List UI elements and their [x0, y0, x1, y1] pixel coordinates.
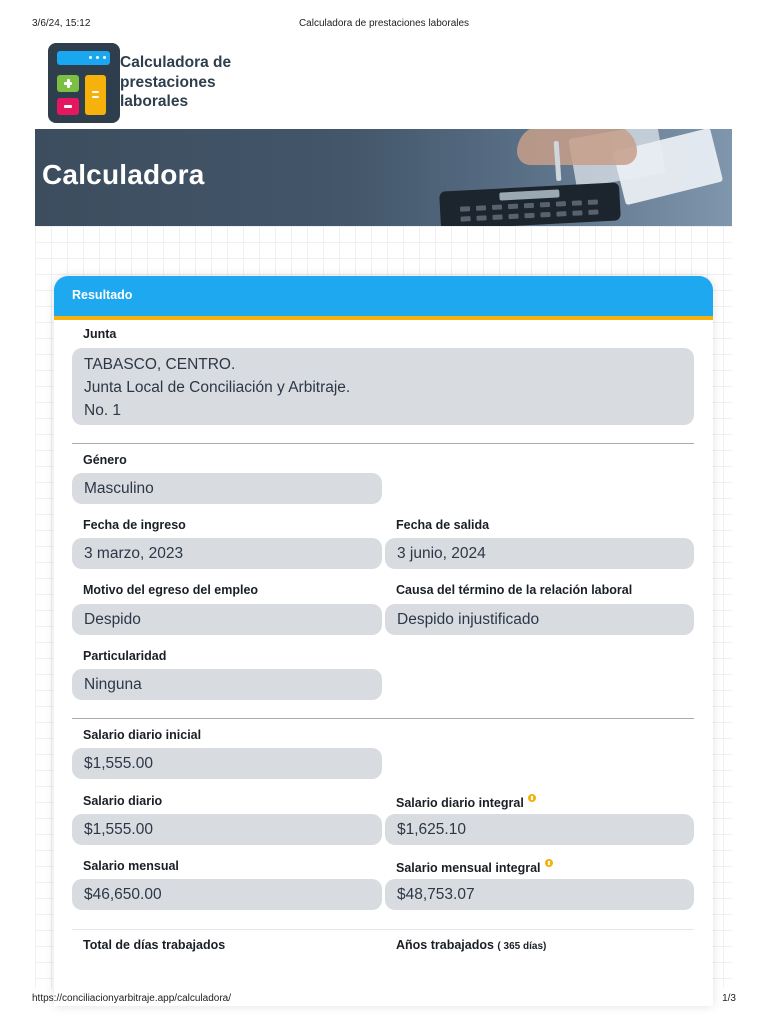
motivo-label: Motivo del egreso del empleo	[83, 583, 259, 597]
causa-label: Causa del término de la relación laboral	[396, 583, 633, 597]
salario-diario-integral-label: Salario diario integral	[396, 796, 524, 810]
site-logo-text[interactable]	[120, 53, 270, 112]
salario-mensual-label: Salario mensual	[83, 859, 179, 873]
logo-line-2: prestaciones	[120, 73, 216, 91]
plus-key-icon	[57, 75, 79, 92]
result-card-header: Resultado	[54, 276, 713, 320]
print-page-number: 1/3	[722, 993, 736, 1004]
info-icon[interactable]	[545, 859, 553, 867]
fecha-salida-label: Fecha de salida	[396, 518, 490, 532]
print-url: https://conciliacionyarbitraje.app/calculadora/	[32, 993, 231, 1004]
junta-line-1: TABASCO, CENTRO.	[84, 356, 236, 373]
print-footer	[32, 993, 736, 1007]
salario-mensual-field: $46,650.00	[72, 879, 382, 910]
salario-mensual-integral-label-wrap	[396, 859, 553, 875]
causa-field: Despido injustificado	[385, 604, 694, 635]
salario-diario-integral-field: $1,625.10	[385, 814, 694, 845]
logo-line-3: laborales	[120, 93, 189, 110]
junta-field	[72, 348, 694, 425]
hero-calculator-image	[439, 182, 621, 226]
genero-field: Masculino	[72, 473, 382, 504]
salario-mensual-integral-field: $48,753.07	[385, 879, 694, 910]
junta-line-2: Junta Local de Conciliación y Arbitraje.	[84, 379, 351, 396]
anos-trabajados-label-wrap	[396, 938, 546, 952]
logo-screen	[57, 51, 110, 65]
minus-key-icon	[57, 98, 79, 115]
particularidad-field: Ninguna	[72, 669, 382, 700]
junta-line-3: No. 1	[84, 402, 122, 419]
fecha-ingreso-field: 3 marzo, 2023	[72, 538, 382, 569]
salario-diario-field: $1,555.00	[72, 814, 382, 845]
info-icon[interactable]	[528, 794, 536, 802]
total-dias-label: Total de días trabajados	[83, 938, 226, 952]
salario-diario-inicial-field: $1,555.00	[72, 748, 382, 779]
print-header	[32, 18, 736, 32]
anos-trabajados-label: Años trabajados	[396, 938, 494, 952]
particularidad-label: Particularidad	[83, 649, 167, 663]
genero-label: Género	[83, 453, 127, 467]
anos-trabajados-note: ( 365 días)	[497, 941, 547, 952]
fecha-ingreso-label: Fecha de ingreso	[83, 518, 186, 532]
salario-diario-integral-label-wrap	[396, 794, 536, 810]
logo-line-1: Calculadora de	[120, 54, 232, 71]
page-title: Calculadora	[42, 159, 205, 190]
salario-mensual-integral-label: Salario mensual integral	[396, 861, 541, 875]
equals-key-icon	[85, 75, 106, 115]
salario-diario-label: Salario diario	[83, 794, 163, 808]
hero-banner	[35, 129, 732, 226]
motivo-field: Despido	[72, 604, 382, 635]
salario-diario-inicial-label: Salario diario inicial	[83, 728, 202, 742]
fecha-salida-field: 3 junio, 2024	[385, 538, 694, 569]
section-divider	[72, 718, 694, 719]
result-card	[54, 276, 713, 1006]
print-datetime: 3/6/24, 15:12	[32, 18, 91, 29]
print-doc-title: Calculadora de prestaciones laborales	[298, 18, 470, 29]
section-divider	[72, 443, 694, 444]
calculator-icon[interactable]	[48, 43, 120, 123]
hero-hand-image	[517, 129, 637, 165]
junta-label: Junta	[83, 327, 117, 341]
section-divider	[72, 929, 694, 930]
